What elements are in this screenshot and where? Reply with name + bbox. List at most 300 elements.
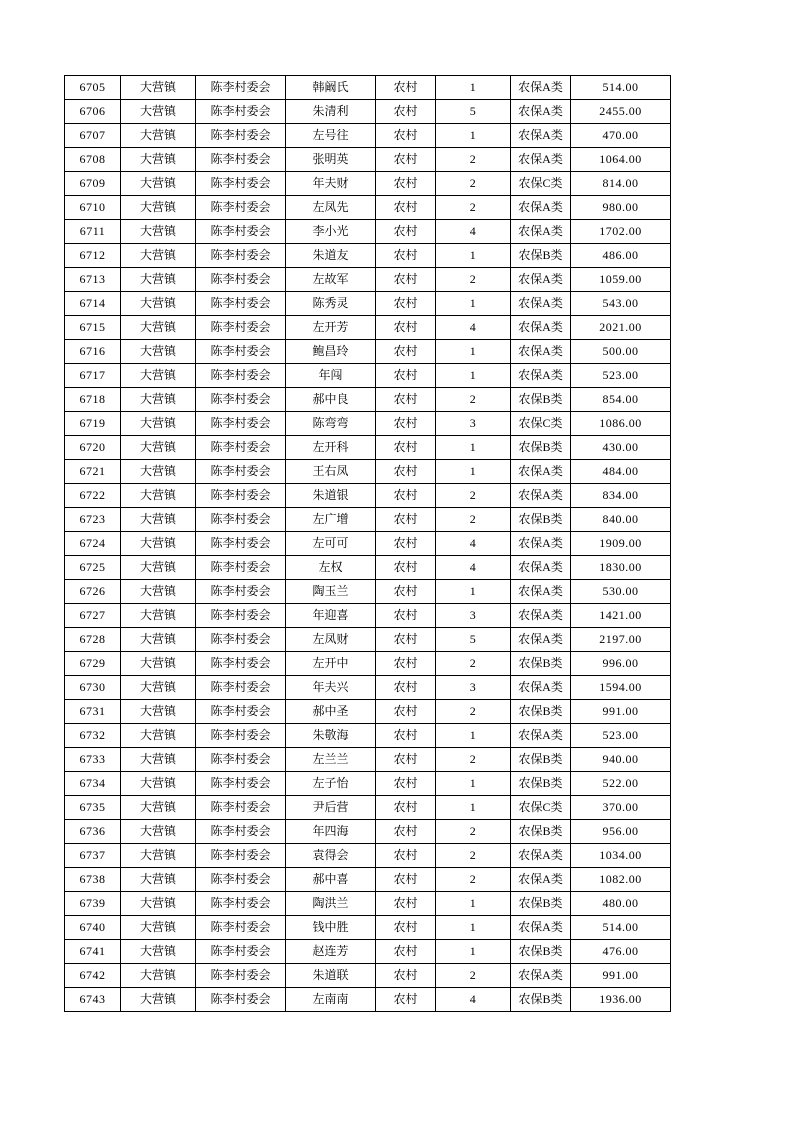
- cell-category: 农保A类: [511, 604, 571, 628]
- cell-amount: 543.00: [571, 292, 671, 316]
- cell-category: 农保B类: [511, 988, 571, 1012]
- cell-amount: 476.00: [571, 940, 671, 964]
- cell-serial: 6710: [65, 196, 121, 220]
- cell-category: 农保B类: [511, 508, 571, 532]
- cell-name: 左可可: [286, 532, 376, 556]
- cell-town: 大营镇: [121, 244, 196, 268]
- cell-village: 陈李村委会: [196, 220, 286, 244]
- cell-town: 大营镇: [121, 76, 196, 100]
- cell-name: 赵连芳: [286, 940, 376, 964]
- cell-amount: 834.00: [571, 484, 671, 508]
- cell-count: 4: [436, 532, 511, 556]
- cell-type: 农村: [376, 508, 436, 532]
- cell-category: 农保A类: [511, 580, 571, 604]
- cell-category: 农保B类: [511, 772, 571, 796]
- cell-count: 1: [436, 340, 511, 364]
- cell-category: 农保A类: [511, 556, 571, 580]
- table-row: [65, 460, 671, 484]
- cell-village: 陈李村委会: [196, 268, 286, 292]
- cell-count: 1: [436, 76, 511, 100]
- cell-serial: 6732: [65, 724, 121, 748]
- cell-count: 2: [436, 148, 511, 172]
- table-row: [65, 868, 671, 892]
- cell-amount: 486.00: [571, 244, 671, 268]
- cell-name: 郝中圣: [286, 700, 376, 724]
- cell-town: 大营镇: [121, 484, 196, 508]
- cell-village: 陈李村委会: [196, 604, 286, 628]
- cell-serial: 6719: [65, 412, 121, 436]
- table-row: [65, 772, 671, 796]
- cell-type: 农村: [376, 892, 436, 916]
- cell-type: 农村: [376, 604, 436, 628]
- cell-category: 农保A类: [511, 124, 571, 148]
- table-row: [65, 244, 671, 268]
- cell-serial: 6741: [65, 940, 121, 964]
- cell-serial: 6706: [65, 100, 121, 124]
- cell-serial: 6715: [65, 316, 121, 340]
- cell-category: 农保B类: [511, 940, 571, 964]
- records-table: [64, 75, 671, 1012]
- cell-count: 1: [436, 460, 511, 484]
- cell-serial: 6717: [65, 364, 121, 388]
- cell-name: 朱道银: [286, 484, 376, 508]
- cell-category: 农保A类: [511, 148, 571, 172]
- cell-serial: 6733: [65, 748, 121, 772]
- cell-town: 大营镇: [121, 604, 196, 628]
- table-row: [65, 700, 671, 724]
- cell-name: 年夫财: [286, 172, 376, 196]
- cell-village: 陈李村委会: [196, 460, 286, 484]
- cell-serial: 6723: [65, 508, 121, 532]
- table-row: [65, 988, 671, 1012]
- cell-village: 陈李村委会: [196, 148, 286, 172]
- cell-amount: 2021.00: [571, 316, 671, 340]
- cell-count: 1: [436, 364, 511, 388]
- table-row: [65, 820, 671, 844]
- cell-name: 左南南: [286, 988, 376, 1012]
- cell-name: 年四海: [286, 820, 376, 844]
- cell-serial: 6718: [65, 388, 121, 412]
- cell-name: 左广增: [286, 508, 376, 532]
- cell-village: 陈李村委会: [196, 172, 286, 196]
- cell-category: 农保C类: [511, 796, 571, 820]
- cell-name: 左开中: [286, 652, 376, 676]
- cell-category: 农保A类: [511, 364, 571, 388]
- cell-serial: 6713: [65, 268, 121, 292]
- table-row: [65, 532, 671, 556]
- cell-amount: 523.00: [571, 724, 671, 748]
- cell-count: 1: [436, 772, 511, 796]
- cell-serial: 6711: [65, 220, 121, 244]
- cell-village: 陈李村委会: [196, 484, 286, 508]
- cell-count: 4: [436, 556, 511, 580]
- cell-town: 大营镇: [121, 436, 196, 460]
- cell-village: 陈李村委会: [196, 556, 286, 580]
- cell-count: 1: [436, 580, 511, 604]
- table-row: [65, 724, 671, 748]
- cell-serial: 6731: [65, 700, 121, 724]
- cell-serial: 6714: [65, 292, 121, 316]
- cell-name: 陶玉兰: [286, 580, 376, 604]
- cell-type: 农村: [376, 316, 436, 340]
- cell-village: 陈李村委会: [196, 748, 286, 772]
- cell-amount: 940.00: [571, 748, 671, 772]
- cell-count: 2: [436, 868, 511, 892]
- cell-amount: 854.00: [571, 388, 671, 412]
- cell-category: 农保A类: [511, 196, 571, 220]
- cell-category: 农保A类: [511, 484, 571, 508]
- cell-town: 大营镇: [121, 172, 196, 196]
- cell-amount: 470.00: [571, 124, 671, 148]
- table-row: [65, 628, 671, 652]
- cell-amount: 430.00: [571, 436, 671, 460]
- cell-amount: 1421.00: [571, 604, 671, 628]
- cell-type: 农村: [376, 460, 436, 484]
- cell-category: 农保A类: [511, 844, 571, 868]
- cell-town: 大营镇: [121, 100, 196, 124]
- cell-name: 左开科: [286, 436, 376, 460]
- cell-amount: 514.00: [571, 916, 671, 940]
- cell-category: 农保A类: [511, 628, 571, 652]
- cell-village: 陈李村委会: [196, 532, 286, 556]
- table-row: [65, 196, 671, 220]
- cell-amount: 996.00: [571, 652, 671, 676]
- cell-type: 农村: [376, 268, 436, 292]
- cell-count: 1: [436, 124, 511, 148]
- cell-town: 大营镇: [121, 196, 196, 220]
- cell-serial: 6721: [65, 460, 121, 484]
- cell-amount: 370.00: [571, 796, 671, 820]
- cell-amount: 1702.00: [571, 220, 671, 244]
- cell-serial: 6736: [65, 820, 121, 844]
- cell-category: 农保A类: [511, 916, 571, 940]
- cell-name: 左权: [286, 556, 376, 580]
- cell-village: 陈李村委会: [196, 628, 286, 652]
- cell-amount: 980.00: [571, 196, 671, 220]
- table-row: [65, 172, 671, 196]
- cell-name: 郝中良: [286, 388, 376, 412]
- cell-village: 陈李村委会: [196, 868, 286, 892]
- cell-type: 农村: [376, 244, 436, 268]
- cell-count: 2: [436, 388, 511, 412]
- cell-name: 袁得会: [286, 844, 376, 868]
- cell-count: 5: [436, 100, 511, 124]
- cell-type: 农村: [376, 196, 436, 220]
- cell-serial: 6742: [65, 964, 121, 988]
- cell-serial: 6730: [65, 676, 121, 700]
- cell-town: 大营镇: [121, 724, 196, 748]
- cell-village: 陈李村委会: [196, 412, 286, 436]
- cell-town: 大营镇: [121, 676, 196, 700]
- cell-name: 朱道友: [286, 244, 376, 268]
- cell-town: 大营镇: [121, 988, 196, 1012]
- cell-town: 大营镇: [121, 892, 196, 916]
- cell-type: 农村: [376, 100, 436, 124]
- table-row: [65, 508, 671, 532]
- cell-name: 韩阚氏: [286, 76, 376, 100]
- cell-count: 2: [436, 820, 511, 844]
- cell-amount: 1059.00: [571, 268, 671, 292]
- cell-name: 朱道联: [286, 964, 376, 988]
- cell-type: 农村: [376, 964, 436, 988]
- cell-type: 农村: [376, 172, 436, 196]
- cell-village: 陈李村委会: [196, 820, 286, 844]
- cell-town: 大营镇: [121, 340, 196, 364]
- cell-serial: 6735: [65, 796, 121, 820]
- cell-serial: 6705: [65, 76, 121, 100]
- cell-count: 2: [436, 172, 511, 196]
- cell-amount: 1082.00: [571, 868, 671, 892]
- cell-type: 农村: [376, 484, 436, 508]
- cell-village: 陈李村委会: [196, 340, 286, 364]
- cell-amount: 522.00: [571, 772, 671, 796]
- cell-amount: 1936.00: [571, 988, 671, 1012]
- table-row: [65, 916, 671, 940]
- cell-type: 农村: [376, 652, 436, 676]
- cell-count: 1: [436, 292, 511, 316]
- cell-amount: 514.00: [571, 76, 671, 100]
- cell-amount: 1909.00: [571, 532, 671, 556]
- cell-town: 大营镇: [121, 820, 196, 844]
- cell-town: 大营镇: [121, 148, 196, 172]
- cell-town: 大营镇: [121, 796, 196, 820]
- table-row: [65, 148, 671, 172]
- table-row: [65, 220, 671, 244]
- cell-type: 农村: [376, 292, 436, 316]
- cell-type: 农村: [376, 748, 436, 772]
- table-row: [65, 436, 671, 460]
- cell-count: 1: [436, 796, 511, 820]
- cell-type: 农村: [376, 412, 436, 436]
- cell-category: 农保A类: [511, 220, 571, 244]
- cell-type: 农村: [376, 124, 436, 148]
- table-row: [65, 676, 671, 700]
- cell-name: 陈弯弯: [286, 412, 376, 436]
- cell-serial: 6716: [65, 340, 121, 364]
- cell-town: 大营镇: [121, 220, 196, 244]
- cell-village: 陈李村委会: [196, 388, 286, 412]
- cell-name: 王右凤: [286, 460, 376, 484]
- cell-name: 左凤财: [286, 628, 376, 652]
- cell-village: 陈李村委会: [196, 940, 286, 964]
- table-row: [65, 292, 671, 316]
- cell-type: 农村: [376, 364, 436, 388]
- cell-town: 大营镇: [121, 388, 196, 412]
- cell-name: 年迎喜: [286, 604, 376, 628]
- cell-amount: 1064.00: [571, 148, 671, 172]
- cell-name: 鲍昌玲: [286, 340, 376, 364]
- cell-name: 张明英: [286, 148, 376, 172]
- cell-amount: 500.00: [571, 340, 671, 364]
- cell-village: 陈李村委会: [196, 772, 286, 796]
- cell-town: 大营镇: [121, 460, 196, 484]
- cell-village: 陈李村委会: [196, 196, 286, 220]
- table-row: [65, 940, 671, 964]
- cell-town: 大营镇: [121, 628, 196, 652]
- cell-category: 农保A类: [511, 532, 571, 556]
- cell-type: 农村: [376, 844, 436, 868]
- table-row: [65, 484, 671, 508]
- cell-amount: 956.00: [571, 820, 671, 844]
- cell-name: 年闯: [286, 364, 376, 388]
- cell-serial: 6708: [65, 148, 121, 172]
- cell-category: 农保A类: [511, 100, 571, 124]
- cell-town: 大营镇: [121, 580, 196, 604]
- cell-serial: 6734: [65, 772, 121, 796]
- cell-category: 农保A类: [511, 460, 571, 484]
- cell-amount: 2197.00: [571, 628, 671, 652]
- cell-type: 农村: [376, 796, 436, 820]
- cell-village: 陈李村委会: [196, 580, 286, 604]
- cell-type: 农村: [376, 940, 436, 964]
- cell-type: 农村: [376, 388, 436, 412]
- cell-town: 大营镇: [121, 532, 196, 556]
- cell-category: 农保B类: [511, 820, 571, 844]
- table-row: [65, 124, 671, 148]
- cell-village: 陈李村委会: [196, 244, 286, 268]
- cell-town: 大营镇: [121, 844, 196, 868]
- cell-count: 1: [436, 892, 511, 916]
- cell-name: 朱清利: [286, 100, 376, 124]
- cell-town: 大营镇: [121, 556, 196, 580]
- records-table-body: [65, 76, 671, 1012]
- cell-category: 农保B类: [511, 892, 571, 916]
- cell-count: 1: [436, 940, 511, 964]
- cell-category: 农保B类: [511, 436, 571, 460]
- cell-town: 大营镇: [121, 868, 196, 892]
- cell-village: 陈李村委会: [196, 436, 286, 460]
- cell-amount: 1830.00: [571, 556, 671, 580]
- cell-name: 左故军: [286, 268, 376, 292]
- cell-count: 1: [436, 436, 511, 460]
- cell-category: 农保B类: [511, 388, 571, 412]
- cell-type: 农村: [376, 820, 436, 844]
- cell-count: 5: [436, 628, 511, 652]
- cell-category: 农保B类: [511, 244, 571, 268]
- cell-name: 左凤先: [286, 196, 376, 220]
- cell-amount: 1086.00: [571, 412, 671, 436]
- cell-category: 农保C类: [511, 412, 571, 436]
- cell-name: 朱敬海: [286, 724, 376, 748]
- cell-count: 3: [436, 676, 511, 700]
- cell-serial: 6712: [65, 244, 121, 268]
- cell-amount: 523.00: [571, 364, 671, 388]
- table-row: [65, 844, 671, 868]
- cell-category: 农保A类: [511, 964, 571, 988]
- cell-serial: 6743: [65, 988, 121, 1012]
- cell-serial: 6727: [65, 604, 121, 628]
- cell-village: 陈李村委会: [196, 724, 286, 748]
- cell-serial: 6722: [65, 484, 121, 508]
- cell-village: 陈李村委会: [196, 652, 286, 676]
- cell-count: 1: [436, 724, 511, 748]
- cell-village: 陈李村委会: [196, 316, 286, 340]
- table-row: [65, 604, 671, 628]
- cell-type: 农村: [376, 556, 436, 580]
- cell-category: 农保A类: [511, 292, 571, 316]
- cell-category: 农保A类: [511, 340, 571, 364]
- cell-town: 大营镇: [121, 748, 196, 772]
- cell-serial: 6737: [65, 844, 121, 868]
- cell-type: 农村: [376, 988, 436, 1012]
- cell-serial: 6724: [65, 532, 121, 556]
- cell-count: 2: [436, 700, 511, 724]
- cell-town: 大营镇: [121, 508, 196, 532]
- cell-town: 大营镇: [121, 268, 196, 292]
- cell-category: 农保A类: [511, 76, 571, 100]
- table-row: [65, 316, 671, 340]
- cell-name: 年夫兴: [286, 676, 376, 700]
- table-row: [65, 340, 671, 364]
- cell-category: 农保A类: [511, 676, 571, 700]
- cell-village: 陈李村委会: [196, 508, 286, 532]
- cell-type: 农村: [376, 868, 436, 892]
- cell-type: 农村: [376, 700, 436, 724]
- cell-town: 大营镇: [121, 700, 196, 724]
- cell-category: 农保A类: [511, 868, 571, 892]
- cell-type: 农村: [376, 916, 436, 940]
- cell-town: 大营镇: [121, 772, 196, 796]
- table-row: [65, 268, 671, 292]
- table-row: [65, 796, 671, 820]
- cell-category: 农保A类: [511, 268, 571, 292]
- cell-name: 左子怡: [286, 772, 376, 796]
- cell-type: 农村: [376, 220, 436, 244]
- cell-count: 4: [436, 316, 511, 340]
- cell-village: 陈李村委会: [196, 988, 286, 1012]
- cell-amount: 484.00: [571, 460, 671, 484]
- document-page: [64, 75, 670, 1012]
- cell-count: 2: [436, 268, 511, 292]
- cell-village: 陈李村委会: [196, 916, 286, 940]
- cell-count: 3: [436, 412, 511, 436]
- cell-serial: 6720: [65, 436, 121, 460]
- cell-type: 农村: [376, 724, 436, 748]
- cell-amount: 991.00: [571, 964, 671, 988]
- table-row: [65, 364, 671, 388]
- cell-count: 1: [436, 916, 511, 940]
- cell-village: 陈李村委会: [196, 676, 286, 700]
- cell-type: 农村: [376, 628, 436, 652]
- cell-town: 大营镇: [121, 292, 196, 316]
- cell-count: 4: [436, 220, 511, 244]
- cell-serial: 6707: [65, 124, 121, 148]
- cell-count: 1: [436, 244, 511, 268]
- cell-village: 陈李村委会: [196, 796, 286, 820]
- cell-town: 大营镇: [121, 124, 196, 148]
- cell-village: 陈李村委会: [196, 124, 286, 148]
- cell-name: 郝中喜: [286, 868, 376, 892]
- cell-category: 农保C类: [511, 172, 571, 196]
- cell-village: 陈李村委会: [196, 964, 286, 988]
- cell-name: 左兰兰: [286, 748, 376, 772]
- cell-serial: 6726: [65, 580, 121, 604]
- cell-count: 2: [436, 652, 511, 676]
- table-row: [65, 556, 671, 580]
- cell-type: 农村: [376, 436, 436, 460]
- cell-category: 农保A类: [511, 316, 571, 340]
- cell-town: 大营镇: [121, 412, 196, 436]
- cell-amount: 840.00: [571, 508, 671, 532]
- cell-town: 大营镇: [121, 364, 196, 388]
- table-row: [65, 652, 671, 676]
- cell-amount: 991.00: [571, 700, 671, 724]
- cell-type: 农村: [376, 676, 436, 700]
- cell-type: 农村: [376, 340, 436, 364]
- cell-type: 农村: [376, 772, 436, 796]
- cell-count: 2: [436, 508, 511, 532]
- cell-count: 2: [436, 484, 511, 508]
